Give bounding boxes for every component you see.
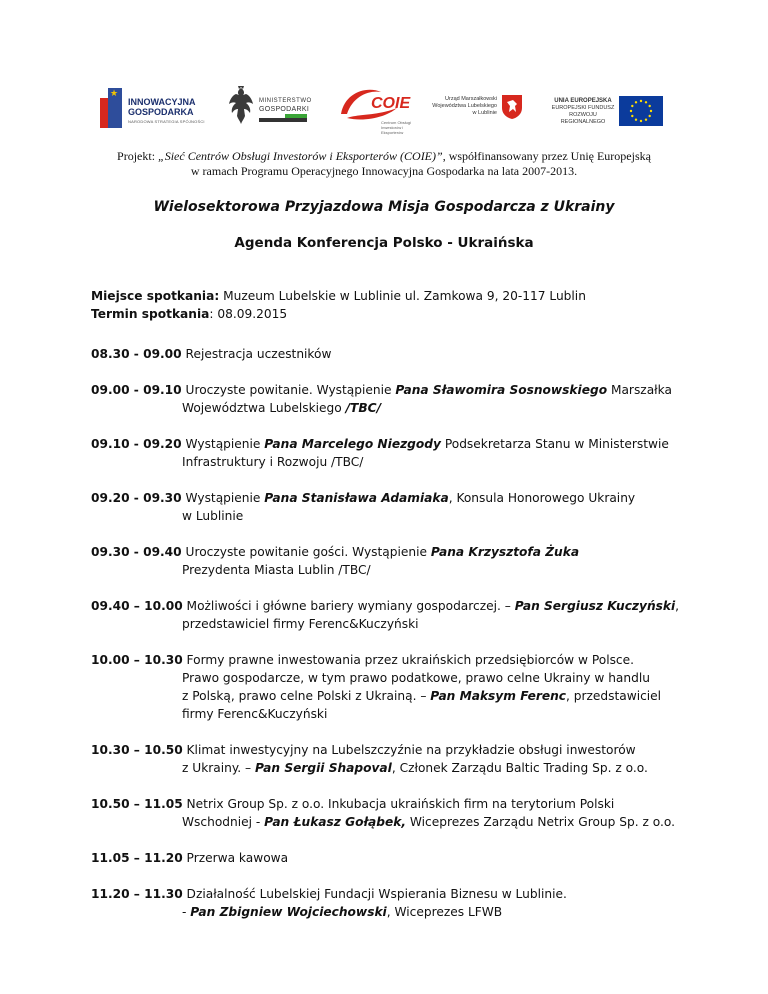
innowacyjna-tag: NARODOWA STRATEGIA SPÓJNOŚCI — [128, 119, 205, 124]
agenda-line — [183, 743, 636, 757]
agenda-line — [91, 399, 691, 417]
agenda-text: Działalność Lubelskiej Fundacji Wspierania Biznesu w Lublinie. — [182, 887, 567, 901]
agenda-line — [183, 599, 679, 613]
eu-flag-icon — [619, 96, 663, 126]
logo-stripe-green — [285, 114, 307, 118]
urzad-text: Urząd Marszałkowski Województwa Lubelskiego w Lublinie — [432, 96, 497, 116]
speaker-name: Pan Zbigniew Wojciechowski — [190, 905, 387, 919]
agenda-item — [91, 435, 691, 471]
agenda-text: Możliwości i główne bariery wymiany gospodarczej. – — [182, 599, 515, 613]
agenda-list — [91, 345, 691, 939]
agenda-text: Klimat inwestycyjny na Lubelszczyźnie na przykładzie obsługi inwestorów — [182, 743, 636, 757]
agenda-text: Prawo gospodarcze, w tym prawo podatkowe, prawo celne Ukrainy w handlu — [182, 671, 650, 685]
agenda-item — [91, 885, 691, 921]
project-name: „Sieć Centrów Obsługi Investorów i Eksporterów (COIE)” — [158, 149, 443, 163]
agenda-item — [91, 795, 691, 831]
agenda-item — [91, 849, 691, 867]
agenda-line — [91, 507, 691, 525]
agenda-text: Wschodniej - — [182, 815, 265, 829]
agenda-line — [91, 687, 691, 705]
agenda-time: 10.30 – 10.50 — [91, 743, 183, 757]
urzad-marszalkowski-logo — [431, 96, 541, 130]
agenda-item — [91, 345, 691, 363]
speaker-name: Pana Marcelego Niezgody — [264, 437, 441, 451]
speaker-name: /TBC/ — [345, 401, 382, 415]
agenda-text: Uroczyste powitanie gości. Wystąpienie — [181, 545, 431, 559]
agenda-time: 09.00 - 09.10 — [91, 383, 182, 397]
project-info: Projekt: „Sieć Centrów Obsługi Investorów i Eksporterów (COIE)”, współfinansowany przez Unię Europejską w ramach Programu Operacyjnego Innowacyjna Gospodarka na lata 2007-2013. — [117, 149, 651, 178]
crest-icon — [501, 94, 523, 120]
speaker-name: Pan Sergiusz Kuczyński — [514, 599, 676, 613]
agenda-text: w Lublinie — [182, 509, 244, 523]
document-title: Wielosektorowa Przyjazdowa Misja Gospodarcza z Ukrainy — [153, 199, 615, 215]
agenda-text: Formy prawne inwestowania przez ukraińskich przedsiębiorców w Polsce. — [182, 653, 635, 667]
agenda-line — [91, 705, 691, 723]
ministerstwo-text: MINISTERSTWO — [259, 98, 312, 104]
agenda-text: Podsekretarza Stanu w Ministerstwie — [440, 437, 669, 451]
gospodarki-text: GOSPODARKI — [259, 106, 310, 113]
agenda-item — [91, 543, 691, 579]
agenda-item — [91, 597, 691, 633]
agenda-line — [182, 545, 579, 559]
meeting-place: Miejsce spotkania: Muzeum Lubelskie w Lublinie ul. Zamkowa 9, 20-117 Lublin — [91, 289, 586, 303]
logo-stripe — [259, 118, 307, 122]
speaker-name: Pan Maksym Ferenc — [430, 689, 567, 703]
agenda-text: Wystąpienie — [181, 437, 265, 451]
agenda-line — [182, 491, 635, 505]
ministerstwo-gospodarki-logo — [227, 86, 327, 136]
coie-subtitle: Centrum Obsługi Inwestorów i Eksporterów — [381, 120, 412, 135]
agenda-text: Uroczyste powitanie. Wystąpienie — [181, 383, 396, 397]
meeting-details — [91, 287, 586, 323]
meeting-date: Termin spotkania: 08.09.2015 — [91, 307, 288, 321]
agenda-text: , Wiceprezes LFWB — [386, 905, 503, 919]
agenda-item — [91, 381, 691, 417]
agenda-time: 11.20 – 11.30 — [91, 887, 183, 901]
agenda-item — [91, 651, 691, 723]
agenda-line — [91, 813, 691, 831]
agenda-text: Rejestracja uczestników — [181, 347, 332, 361]
agenda-text: Województwa Lubelskiego — [182, 401, 346, 415]
agenda-time: 08.30 - 09.00 — [91, 347, 182, 361]
agenda-time: 11.05 – 11.20 — [91, 851, 183, 865]
agenda-time: 09.20 - 09.30 — [91, 491, 182, 505]
star-icon: ★ — [110, 89, 119, 99]
agenda-time: 09.30 - 09.40 — [91, 545, 182, 559]
agenda-line — [91, 453, 691, 471]
agenda-line — [91, 561, 691, 579]
agenda-text: , Konsula Honorowego Ukrainy — [448, 491, 636, 505]
agenda-line — [91, 903, 691, 921]
agenda-text: - — [182, 905, 191, 919]
agenda-line — [182, 347, 332, 361]
ue-text: UNIA EUROPEJSKA EUROPEJSKI FUNDUSZ ROZWOJU REGIONALNEGO — [551, 98, 615, 125]
agenda-line — [182, 437, 669, 451]
project-line2: w ramach Programu Operacyjnego Innowacyjna Gospodarka na lata 2007-2013. — [190, 164, 578, 178]
speaker-name: Pan Sergii Shapoval — [255, 761, 392, 775]
document-subtitle: Agenda Konferencja Polsko - Ukraińska — [234, 235, 534, 251]
agenda-text: Prezydenta Miasta Lublin /TBC/ — [182, 563, 371, 577]
speaker-name: Pana Krzysztofa Żuka — [430, 545, 580, 559]
agenda-line — [91, 669, 691, 687]
agenda-line — [183, 887, 567, 901]
agenda-text: Infrastruktury i Rozwoju /TBC/ — [182, 455, 364, 469]
innowacyjna-text: INNOWACYJNA GOSPODARKA — [128, 97, 196, 117]
agenda-text: , — [675, 599, 680, 613]
innowacyjna-gospodarka-logo — [100, 88, 210, 134]
agenda-text: Wystąpienie — [181, 491, 265, 505]
agenda-text: Przerwa kawowa — [182, 851, 289, 865]
agenda-text: z Polską, prawo celne Polski z Ukrainą. – — [182, 689, 431, 703]
logo-bar — [100, 82, 670, 140]
agenda-time: 10.50 – 11.05 — [91, 797, 183, 811]
agenda-text: Marszałka — [607, 383, 672, 397]
agenda-text: z Ukrainy. – — [182, 761, 256, 775]
speaker-name: Pana Sławomira Sosnowskiego — [395, 383, 608, 397]
agenda-text: firmy Ferenc&Kuczyński — [182, 707, 328, 721]
agenda-item — [91, 489, 691, 525]
coie-swoosh-icon — [337, 84, 415, 124]
agenda-line — [91, 615, 691, 633]
unia-europejska-logo — [551, 98, 671, 132]
agenda-time: 09.10 - 09.20 — [91, 437, 182, 451]
agenda-time: 09.40 – 10.00 — [91, 599, 183, 613]
agenda-item — [91, 741, 691, 777]
agenda-line — [183, 851, 288, 865]
speaker-name: Pana Stanisława Adamiaka — [264, 491, 449, 505]
agenda-time: 10.00 – 10.30 — [91, 653, 183, 667]
eagle-icon — [227, 86, 255, 128]
logo-red-bar — [100, 98, 108, 128]
agenda-line — [183, 797, 615, 811]
agenda-line — [91, 759, 691, 777]
agenda-text: przedstawiciel firmy Ferenc&Kuczyński — [182, 617, 419, 631]
coie-logo — [337, 82, 415, 138]
agenda-line — [183, 653, 634, 667]
agenda-text: Wiceprezes Zarządu Netrix Group Sp. z o.o. — [406, 815, 675, 829]
agenda-line — [182, 383, 672, 397]
agenda-text: Netrix Group Sp. z o.o. Inkubacja ukraińskich firm na terytorium Polski — [182, 797, 615, 811]
coie-text: COIE — [371, 95, 411, 112]
speaker-name: Pan Łukasz Gołąbek, — [264, 815, 407, 829]
agenda-text: , Członek Zarządu Baltic Trading Sp. z o.o. — [391, 761, 648, 775]
agenda-text: , przedstawiciel — [566, 689, 662, 703]
